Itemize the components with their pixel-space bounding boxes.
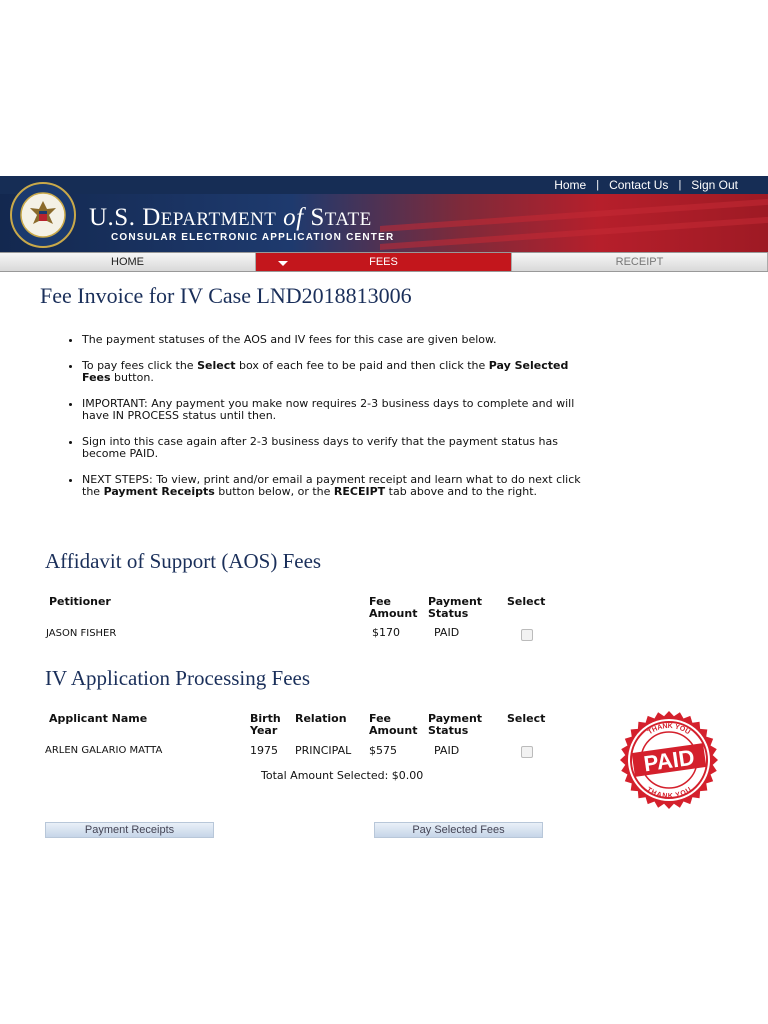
- instruction-item: • Sign into this case again after 2-3 business days to verify that the payment status has become PAID.: [82, 436, 592, 461]
- aos-status-cell: PAID: [434, 626, 460, 639]
- home-link[interactable]: Home: [554, 178, 587, 192]
- birth-year-header: Birth Year: [250, 712, 281, 737]
- link-separator: |: [596, 179, 600, 191]
- iv-section-title: IV Application Processing Fees: [45, 666, 311, 690]
- applicant-name-header: Applicant Name: [49, 712, 148, 725]
- iv-applicant-cell: ARLEN GALARIO MATTA: [45, 745, 163, 756]
- tab-fees[interactable]: FEES: [256, 253, 512, 271]
- instruction-item: • NEXT STEPS: To view, print and/or email a payment receipt and learn what to do next click the Payment Receipts button below, or the RECEIPT tab above and to the right.: [82, 474, 592, 499]
- payment-receipts-button[interactable]: Payment Receipts: [45, 822, 214, 838]
- department-subtitle: CONSULAR ELECTRONIC APPLICATION CENTER: [111, 232, 395, 243]
- petitioner-header: Petitioner: [49, 595, 111, 608]
- instruction-item: • The payment statuses of the AOS and IV fees for this case are given below.: [82, 334, 592, 347]
- iv-select-checkbox[interactable]: [521, 746, 533, 758]
- total-amount-selected: Total Amount Selected: $0.00: [261, 769, 424, 782]
- iv-birth-year-cell: 1975: [250, 744, 278, 757]
- department-seal-icon: [10, 182, 76, 248]
- department-title: U.S. DEPARTMENT of STATE: [89, 204, 372, 231]
- payment-status-header: Payment Status: [428, 712, 483, 737]
- sign-out-link[interactable]: Sign Out: [691, 178, 738, 192]
- svg-text:PAID: PAID: [642, 744, 697, 777]
- aos-petitioner-cell: JASON FISHER: [46, 628, 117, 639]
- iv-relation-cell: PRINCIPAL: [295, 744, 352, 757]
- relation-header: Relation: [295, 712, 347, 725]
- pay-selected-fees-button[interactable]: Pay Selected Fees: [374, 822, 543, 838]
- aos-fee-cell: $170: [372, 626, 400, 639]
- tab-receipt[interactable]: RECEIPT: [512, 253, 768, 271]
- page-title: Fee Invoice for IV Case LND2018813006: [40, 283, 412, 308]
- contact-us-link[interactable]: Contact Us: [609, 178, 669, 192]
- aos-select-checkbox[interactable]: [521, 629, 533, 641]
- main-nav: [0, 252, 768, 272]
- top-links: [544, 176, 748, 194]
- payment-status-header: Payment Status: [428, 595, 483, 620]
- instruction-item: • To pay fees click the Select box of each fee to be paid and then click the Pay Selected Fees button.: [82, 360, 592, 385]
- select-header: Select: [507, 712, 546, 725]
- caret-down-icon: [278, 261, 288, 266]
- fee-amount-header: Fee Amount: [369, 595, 418, 620]
- iv-status-cell: PAID: [434, 744, 460, 757]
- iv-fee-cell: $575: [369, 744, 397, 757]
- select-header: Select: [507, 595, 546, 608]
- instruction-item: • IMPORTANT: Any payment you make now requires 2-3 business days to complete and will have IN PROCESS status until then.: [82, 398, 592, 423]
- paid-stamp-icon: [618, 710, 720, 810]
- aos-section-title: Affidavit of Support (AOS) Fees: [45, 549, 322, 573]
- link-separator: |: [678, 179, 682, 191]
- svg-text:THANK YOU: THANK YOU: [646, 722, 692, 737]
- tab-home[interactable]: HOME: [0, 253, 256, 271]
- svg-text:THANK YOU: THANK YOU: [645, 786, 693, 801]
- instruction-list: [64, 334, 592, 512]
- fee-amount-header: Fee Amount: [369, 712, 418, 737]
